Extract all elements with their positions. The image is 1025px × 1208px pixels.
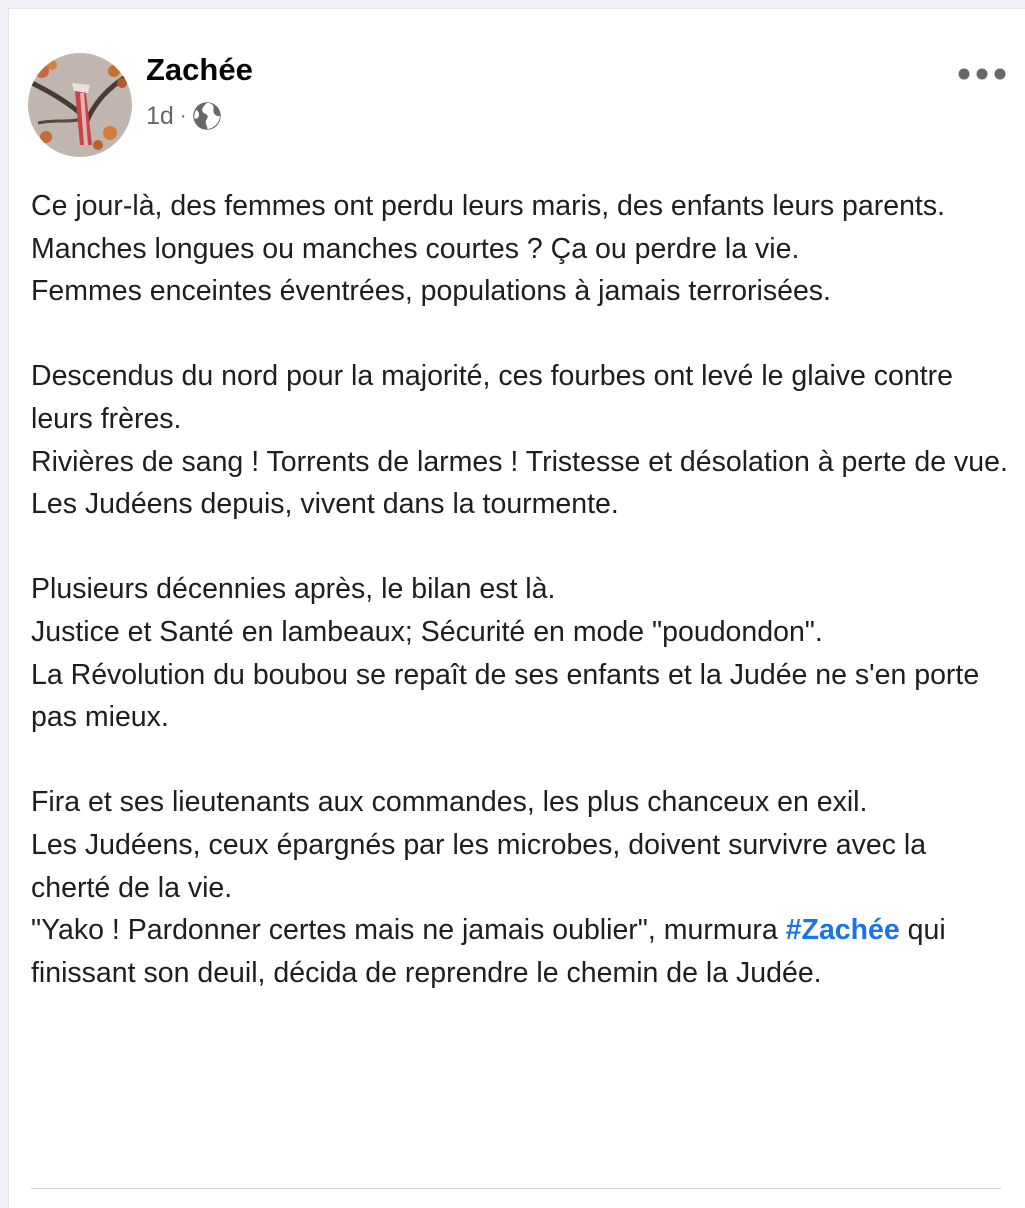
- post-timestamp[interactable]: 1d: [146, 101, 174, 130]
- post-paragraph-4: [31, 781, 1011, 994]
- more-options-button[interactable]: [955, 61, 1009, 87]
- avatar-image: [28, 53, 132, 157]
- meta-separator: ·: [179, 105, 187, 127]
- post-paragraph-3: Plusieurs décennies après, le bilan est là. Justice et Santé en lambeaux; Sécurité en mode "poudondon". La Révolution du boubou se repaît de ses enfants et la Judée ne s'en porte pas mieux.: [31, 573, 980, 734]
- post-paragraph-1: Ce jour-là, des femmes ont perdu leurs maris, des enfants leurs parents. Manches longues ou manches courtes ? Ça ou perdre la vie. Femmes enceintes éventrées, populations à jamais terrorisées.: [31, 190, 946, 308]
- post-paragraph-4-text-after: qui finissant son deuil, décida de reprendre le chemin de la Judée.: [31, 914, 946, 989]
- hashtag-link[interactable]: #Zachée: [785, 914, 900, 947]
- post-body: [31, 185, 1011, 994]
- globe-icon[interactable]: [192, 101, 222, 131]
- author-name[interactable]: Zachée: [146, 52, 253, 87]
- post-meta: [146, 101, 222, 131]
- divider: [31, 1188, 1001, 1189]
- post-paragraph-2: Descendus du nord pour la majorité, ces fourbes ont levé le glaive contre leurs frères. Rivières de sang ! Torrents de larmes ! Tristesse et désolation à perte de vue. Les Judéens depuis, vivent dans la tourmente.: [31, 360, 1008, 521]
- avatar[interactable]: [28, 53, 132, 157]
- post-paragraph-4-text-before: Fira et ses lieutenants aux commandes, les plus chanceux en exil. Les Judéens, ceux épargnés par les microbes, doivent survivre avec la cherté de la vie. "Yako ! Pardonner certes mais ne jamais oublier", murmura: [31, 786, 927, 947]
- post-card: [8, 8, 1025, 1208]
- more-horizontal-icon: [957, 67, 1007, 81]
